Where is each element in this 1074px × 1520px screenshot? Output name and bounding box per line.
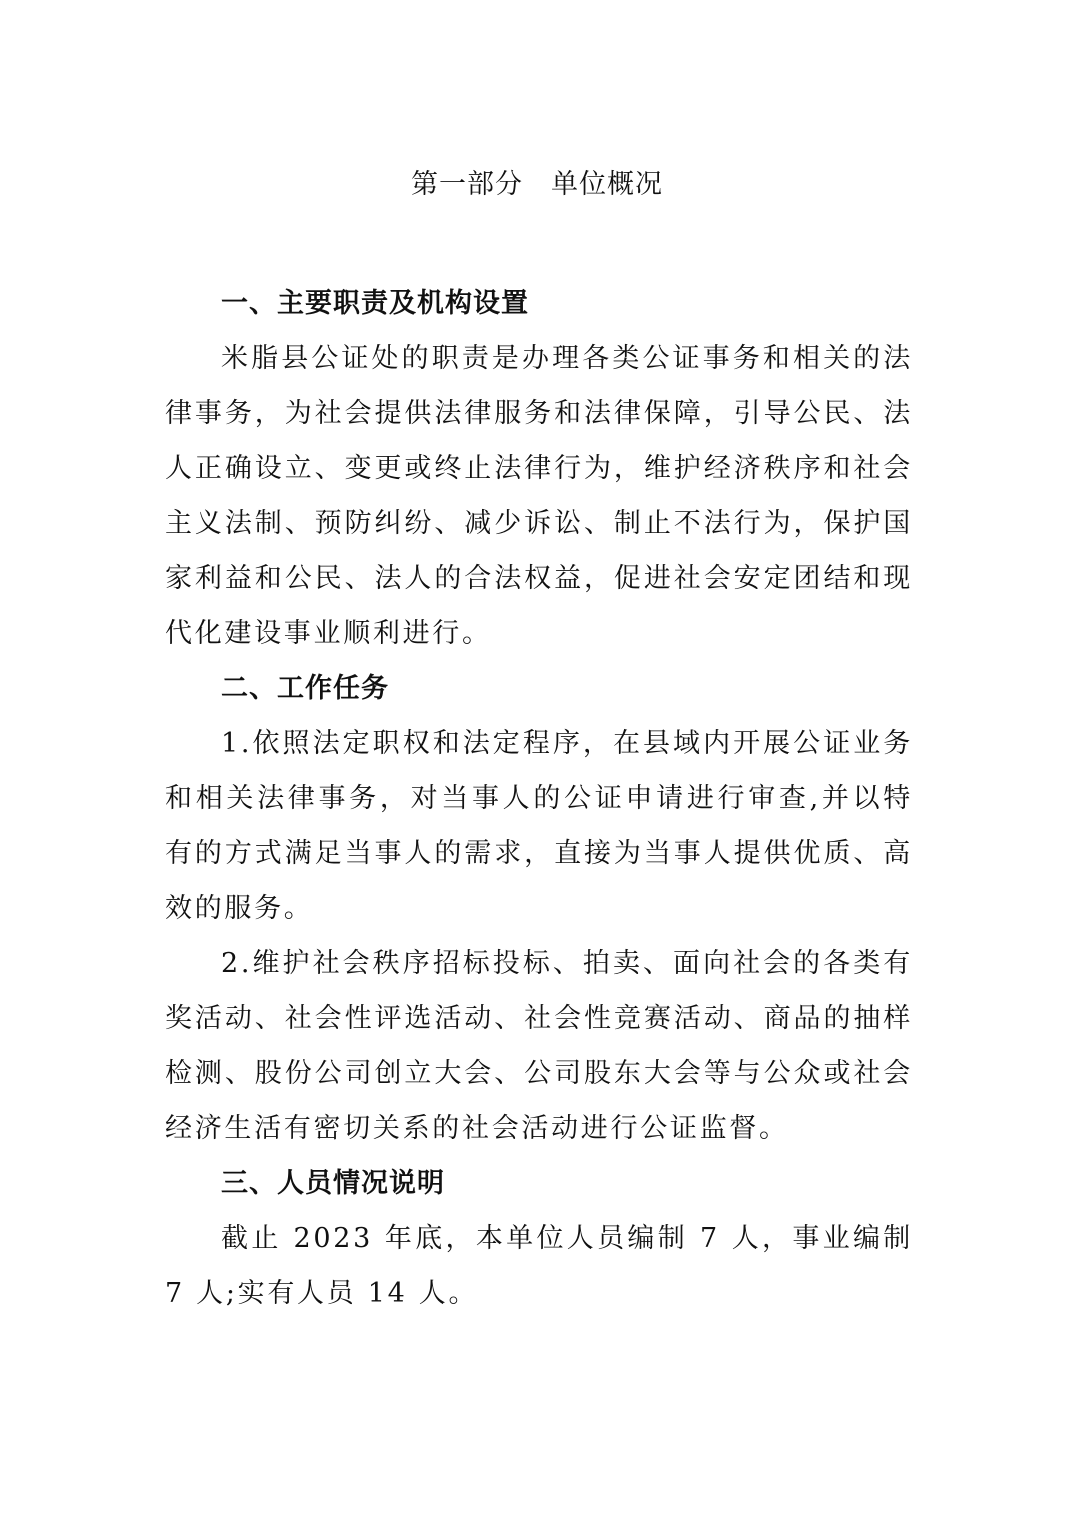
section-heading: 一、主要职责及机构设置: [221, 288, 529, 319]
paragraph: 2.维护社会秩序招标投标、拍卖、面向社会的各类有奖活动、社会性评选活动、社会性竞赛活动、商品的抽样检测、股份公司创立大会、公司股东大会等与公众或社会经济生活有密切关系的社会活动进行公证监督。: [165, 948, 913, 1144]
paragraph: 1.依照法定职权和法定程序，在县域内开展公证业务和相关法律事务，对当事人的公证申请进行审查,并以特有的方式满足当事人的需求，直接为当事人提供优质、高效的服务。: [165, 728, 913, 924]
paragraph: 米脂县公证处的职责是办理各类公证事务和相关的法律事务，为社会提供法律服务和法律保障，引导公民、法人正确设立、变更或终止法律行为，维护经济秩序和社会主义法制、预防纠纷、减少诉讼、制止不法行为，保护国家利益和公民、法人的合法权益，促进社会安定团结和现代化建设事业顺利进行。: [165, 343, 913, 649]
section-heading: 二、工作任务: [221, 673, 389, 704]
paragraph: 截止 2023 年底，本单位人员编制 7 人，事业编制 7 人;实有人员 14 人。: [165, 1223, 913, 1309]
page-title: 第一部分 单位概况: [411, 169, 663, 200]
section-staffing: [165, 1156, 913, 1321]
section-tasks: [165, 661, 913, 1156]
section-heading: 三、人员情况说明: [221, 1168, 445, 1199]
section-duties: [165, 276, 913, 661]
document-body: [165, 276, 913, 1321]
